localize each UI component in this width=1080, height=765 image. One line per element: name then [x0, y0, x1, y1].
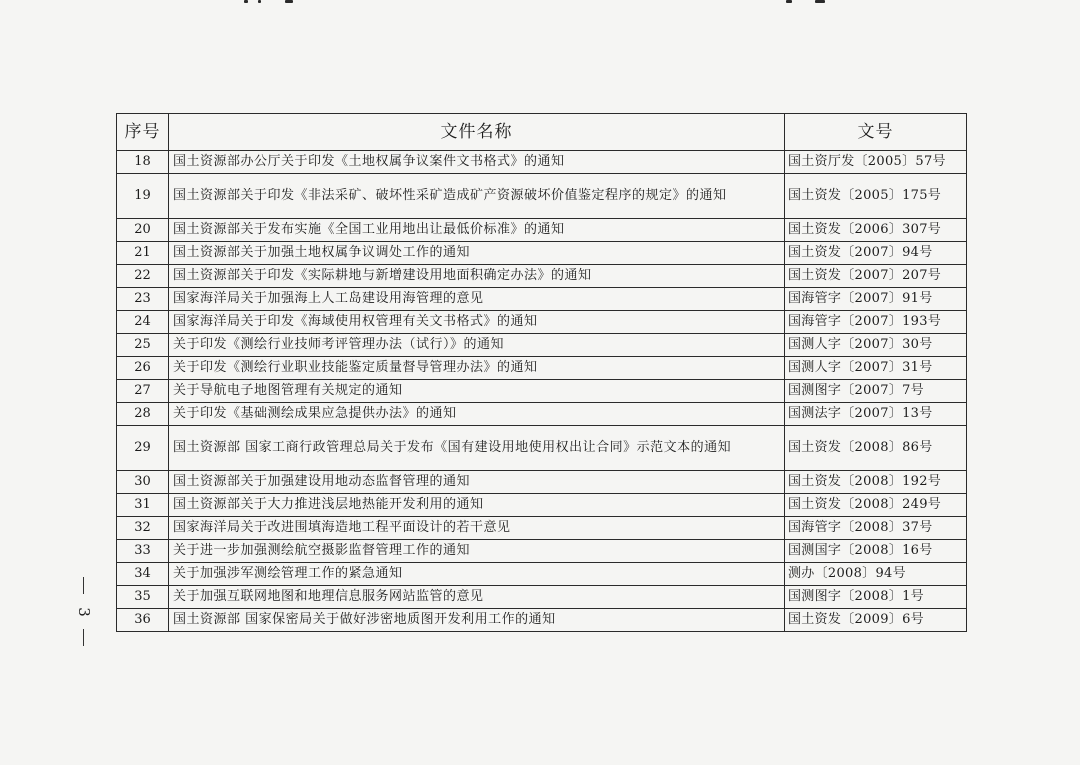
document-code: 国土资发〔2006〕307号 — [785, 219, 967, 242]
document-name: 国土资源部关于发布实施《全国工业用地出让最低价标准》的通知 — [169, 219, 785, 242]
row-number: 18 — [117, 151, 169, 174]
edge-mark — [258, 0, 261, 3]
document-code: 国测法字〔2007〕13号 — [785, 403, 967, 426]
row-number: 32 — [117, 517, 169, 540]
table-row — [117, 151, 967, 174]
row-number: 33 — [117, 540, 169, 563]
table-row — [117, 334, 967, 357]
table-row — [117, 494, 967, 517]
document-name: 国土资源部 国家保密局关于做好涉密地质图开发利用工作的通知 — [169, 609, 785, 632]
row-number: 22 — [117, 265, 169, 288]
row-number: 29 — [117, 426, 169, 471]
page-number: 3 — [75, 607, 93, 617]
table-row — [117, 242, 967, 265]
row-number: 31 — [117, 494, 169, 517]
document-name: 国土资源部关于加强土地权属争议调处工作的通知 — [169, 242, 785, 265]
table-row — [117, 426, 967, 471]
document-code: 国土资发〔2008〕192号 — [785, 471, 967, 494]
edge-mark — [244, 0, 248, 3]
row-number: 30 — [117, 471, 169, 494]
top-edge-marks — [0, 0, 1080, 8]
table-row — [117, 540, 967, 563]
document-name: 国家海洋局关于加强海上人工岛建设用海管理的意见 — [169, 288, 785, 311]
document-code: 国土资发〔2008〕86号 — [785, 426, 967, 471]
row-number: 35 — [117, 586, 169, 609]
document-code: 国土资厅发〔2005〕57号 — [785, 151, 967, 174]
table-row — [117, 609, 967, 632]
document-name: 关于加强互联网地图和地理信息服务网站监管的意见 — [169, 586, 785, 609]
page-number-marker — [72, 577, 96, 649]
document-code: 国测人字〔2007〕30号 — [785, 334, 967, 357]
row-number: 24 — [117, 311, 169, 334]
edge-mark — [786, 0, 792, 3]
document-name: 国土资源部关于印发《实际耕地与新增建设用地面积确定办法》的通知 — [169, 265, 785, 288]
table-row — [117, 517, 967, 540]
document-name: 关于印发《测绘行业职业技能鉴定质量督导管理办法》的通知 — [169, 357, 785, 380]
edge-mark — [285, 0, 293, 3]
table-row — [117, 403, 967, 426]
document-code: 国测人字〔2007〕31号 — [785, 357, 967, 380]
table-row — [117, 471, 967, 494]
row-number: 20 — [117, 219, 169, 242]
page-number-dash-bottom — [83, 629, 84, 646]
document-name: 国土资源部办公厅关于印发《土地权属争议案件文书格式》的通知 — [169, 151, 785, 174]
table-row — [117, 311, 967, 334]
table-row — [117, 219, 967, 242]
header-code: 文号 — [785, 114, 967, 151]
document-code: 国测图字〔2007〕7号 — [785, 380, 967, 403]
document-code: 国海管字〔2007〕193号 — [785, 311, 967, 334]
row-number: 27 — [117, 380, 169, 403]
document-name: 关于印发《测绘行业技师考评管理办法（试行）》的通知 — [169, 334, 785, 357]
table-row — [117, 174, 967, 219]
document-name: 关于加强涉军测绘管理工作的紧急通知 — [169, 563, 785, 586]
row-number: 23 — [117, 288, 169, 311]
document-name: 国土资源部关于加强建设用地动态监督管理的通知 — [169, 471, 785, 494]
header-number: 序号 — [117, 114, 169, 151]
table-row — [117, 288, 967, 311]
table-row — [117, 265, 967, 288]
row-number: 28 — [117, 403, 169, 426]
table-body — [117, 151, 967, 632]
page-number-dash-top — [83, 577, 84, 594]
document-code: 国测国字〔2008〕16号 — [785, 540, 967, 563]
document-name: 国土资源部 国家工商行政管理总局关于发布《国有建设用地使用权出让合同》示范文本的通知 — [169, 426, 785, 471]
row-number: 34 — [117, 563, 169, 586]
document-name: 关于导航电子地图管理有关规定的通知 — [169, 380, 785, 403]
document-name: 国土资源部关于大力推进浅层地热能开发利用的通知 — [169, 494, 785, 517]
document-code: 国测图字〔2008〕1号 — [785, 586, 967, 609]
table-header-row — [117, 114, 967, 151]
document-name: 国家海洋局关于改进围填海造地工程平面设计的若干意见 — [169, 517, 785, 540]
row-number: 19 — [117, 174, 169, 219]
table-row — [117, 380, 967, 403]
table-row — [117, 357, 967, 380]
table-row — [117, 586, 967, 609]
document-name: 关于进一步加强测绘航空摄影监督管理工作的通知 — [169, 540, 785, 563]
document-name: 关于印发《基础测绘成果应急提供办法》的通知 — [169, 403, 785, 426]
row-number: 36 — [117, 609, 169, 632]
table-row — [117, 563, 967, 586]
document-code: 国土资发〔2007〕207号 — [785, 265, 967, 288]
document-code: 国海管字〔2008〕37号 — [785, 517, 967, 540]
edge-mark — [815, 0, 825, 3]
document-name: 国家海洋局关于印发《海域使用权管理有关文书格式》的通知 — [169, 311, 785, 334]
row-number: 21 — [117, 242, 169, 265]
document-code: 国土资发〔2005〕175号 — [785, 174, 967, 219]
row-number: 26 — [117, 357, 169, 380]
document-code: 国土资发〔2007〕94号 — [785, 242, 967, 265]
row-number: 25 — [117, 334, 169, 357]
document-code: 测办〔2008〕94号 — [785, 563, 967, 586]
header-name: 文件名称 — [169, 114, 785, 151]
document-name: 国土资源部关于印发《非法采矿、破坏性采矿造成矿产资源破坏价值鉴定程序的规定》的通知 — [169, 174, 785, 219]
document-code: 国土资发〔2009〕6号 — [785, 609, 967, 632]
document-code: 国海管字〔2007〕91号 — [785, 288, 967, 311]
document-code: 国土资发〔2008〕249号 — [785, 494, 967, 517]
document-list-table — [116, 113, 967, 632]
